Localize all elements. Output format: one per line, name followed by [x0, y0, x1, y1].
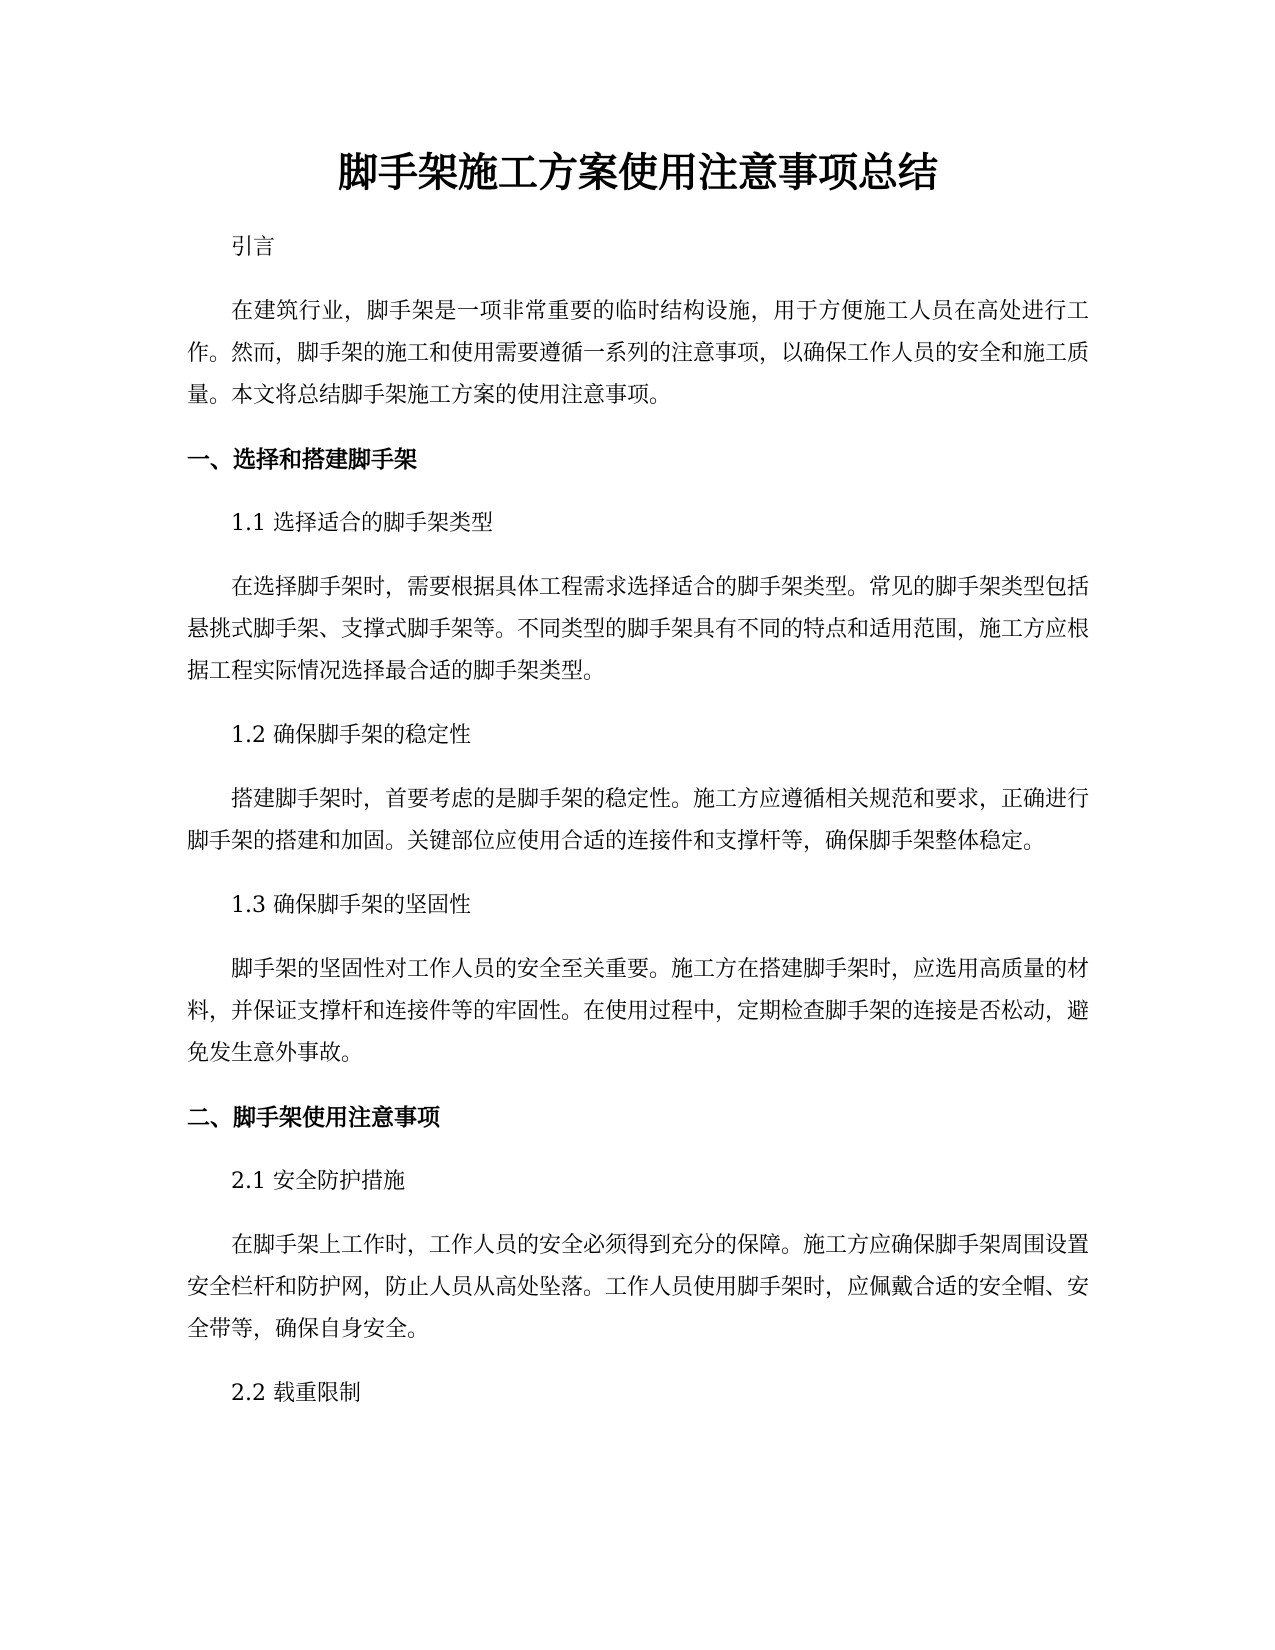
subsection-heading-1-2: 1.2 确保脚手架的稳定性	[231, 723, 471, 748]
subsection-paragraph-1-2: 搭建脚手架时，首要考虑的是脚手架的稳定性。施工方应遵循相关规范和要求，正确进行脚手架的搭建和加固。关键部位应使用合适的连接件和支撑杆等，确保脚手架整体稳定。	[187, 787, 1090, 854]
subsection-heading-1-3: 1.3 确保脚手架的坚固性	[231, 893, 471, 918]
document-content	[187, 143, 1089, 1415]
intro-label: 引言	[231, 235, 276, 260]
subsection-paragraph-1-1: 在选择脚手架时，需要根据具体工程需求选择适合的脚手架类型。常见的脚手架类型包括悬挑式脚手架、支撑式脚手架等。不同类型的脚手架具有不同的特点和适用范围，施工方应根据工程实际情况选择最合适的脚手架类型。	[187, 575, 1090, 684]
intro-paragraph: 在建筑行业，脚手架是一项非常重要的临时结构设施，用于方便施工人员在高处进行工作。然而，脚手架的施工和使用需要遵循一系列的注意事项，以确保工作人员的安全和施工质量。本文将总结脚手架施工方案的使用注意事项。	[187, 299, 1090, 408]
subsection-heading-2-1: 2.1 安全防护措施	[231, 1169, 405, 1194]
section-heading-2: 二、脚手架使用注意事项	[187, 1105, 440, 1131]
subsection-paragraph-1-3: 脚手架的坚固性对工作人员的安全至关重要。施工方在搭建脚手架时，应选用高质量的材料，并保证支撑杆和连接件等的牢固性。在使用过程中，定期检查脚手架的连接是否松动，避免发生意外事故。	[187, 957, 1090, 1066]
subsection-heading-1-1: 1.1 选择适合的脚手架类型	[231, 511, 493, 536]
section-heading-1: 一、选择和搭建脚手架	[187, 447, 417, 473]
subsection-paragraph-2-1: 在脚手架上工作时，工作人员的安全必须得到充分的保障。施工方应确保脚手架周围设置安全栏杆和防护网，防止人员从高处坠落。工作人员使用脚手架时，应佩戴合适的安全帽、安全带等，确保自身安全。	[187, 1233, 1090, 1342]
subsection-heading-2-2: 2.2 载重限制	[231, 1381, 361, 1406]
document-title: 脚手架施工方案使用注意事项总结	[338, 150, 938, 196]
